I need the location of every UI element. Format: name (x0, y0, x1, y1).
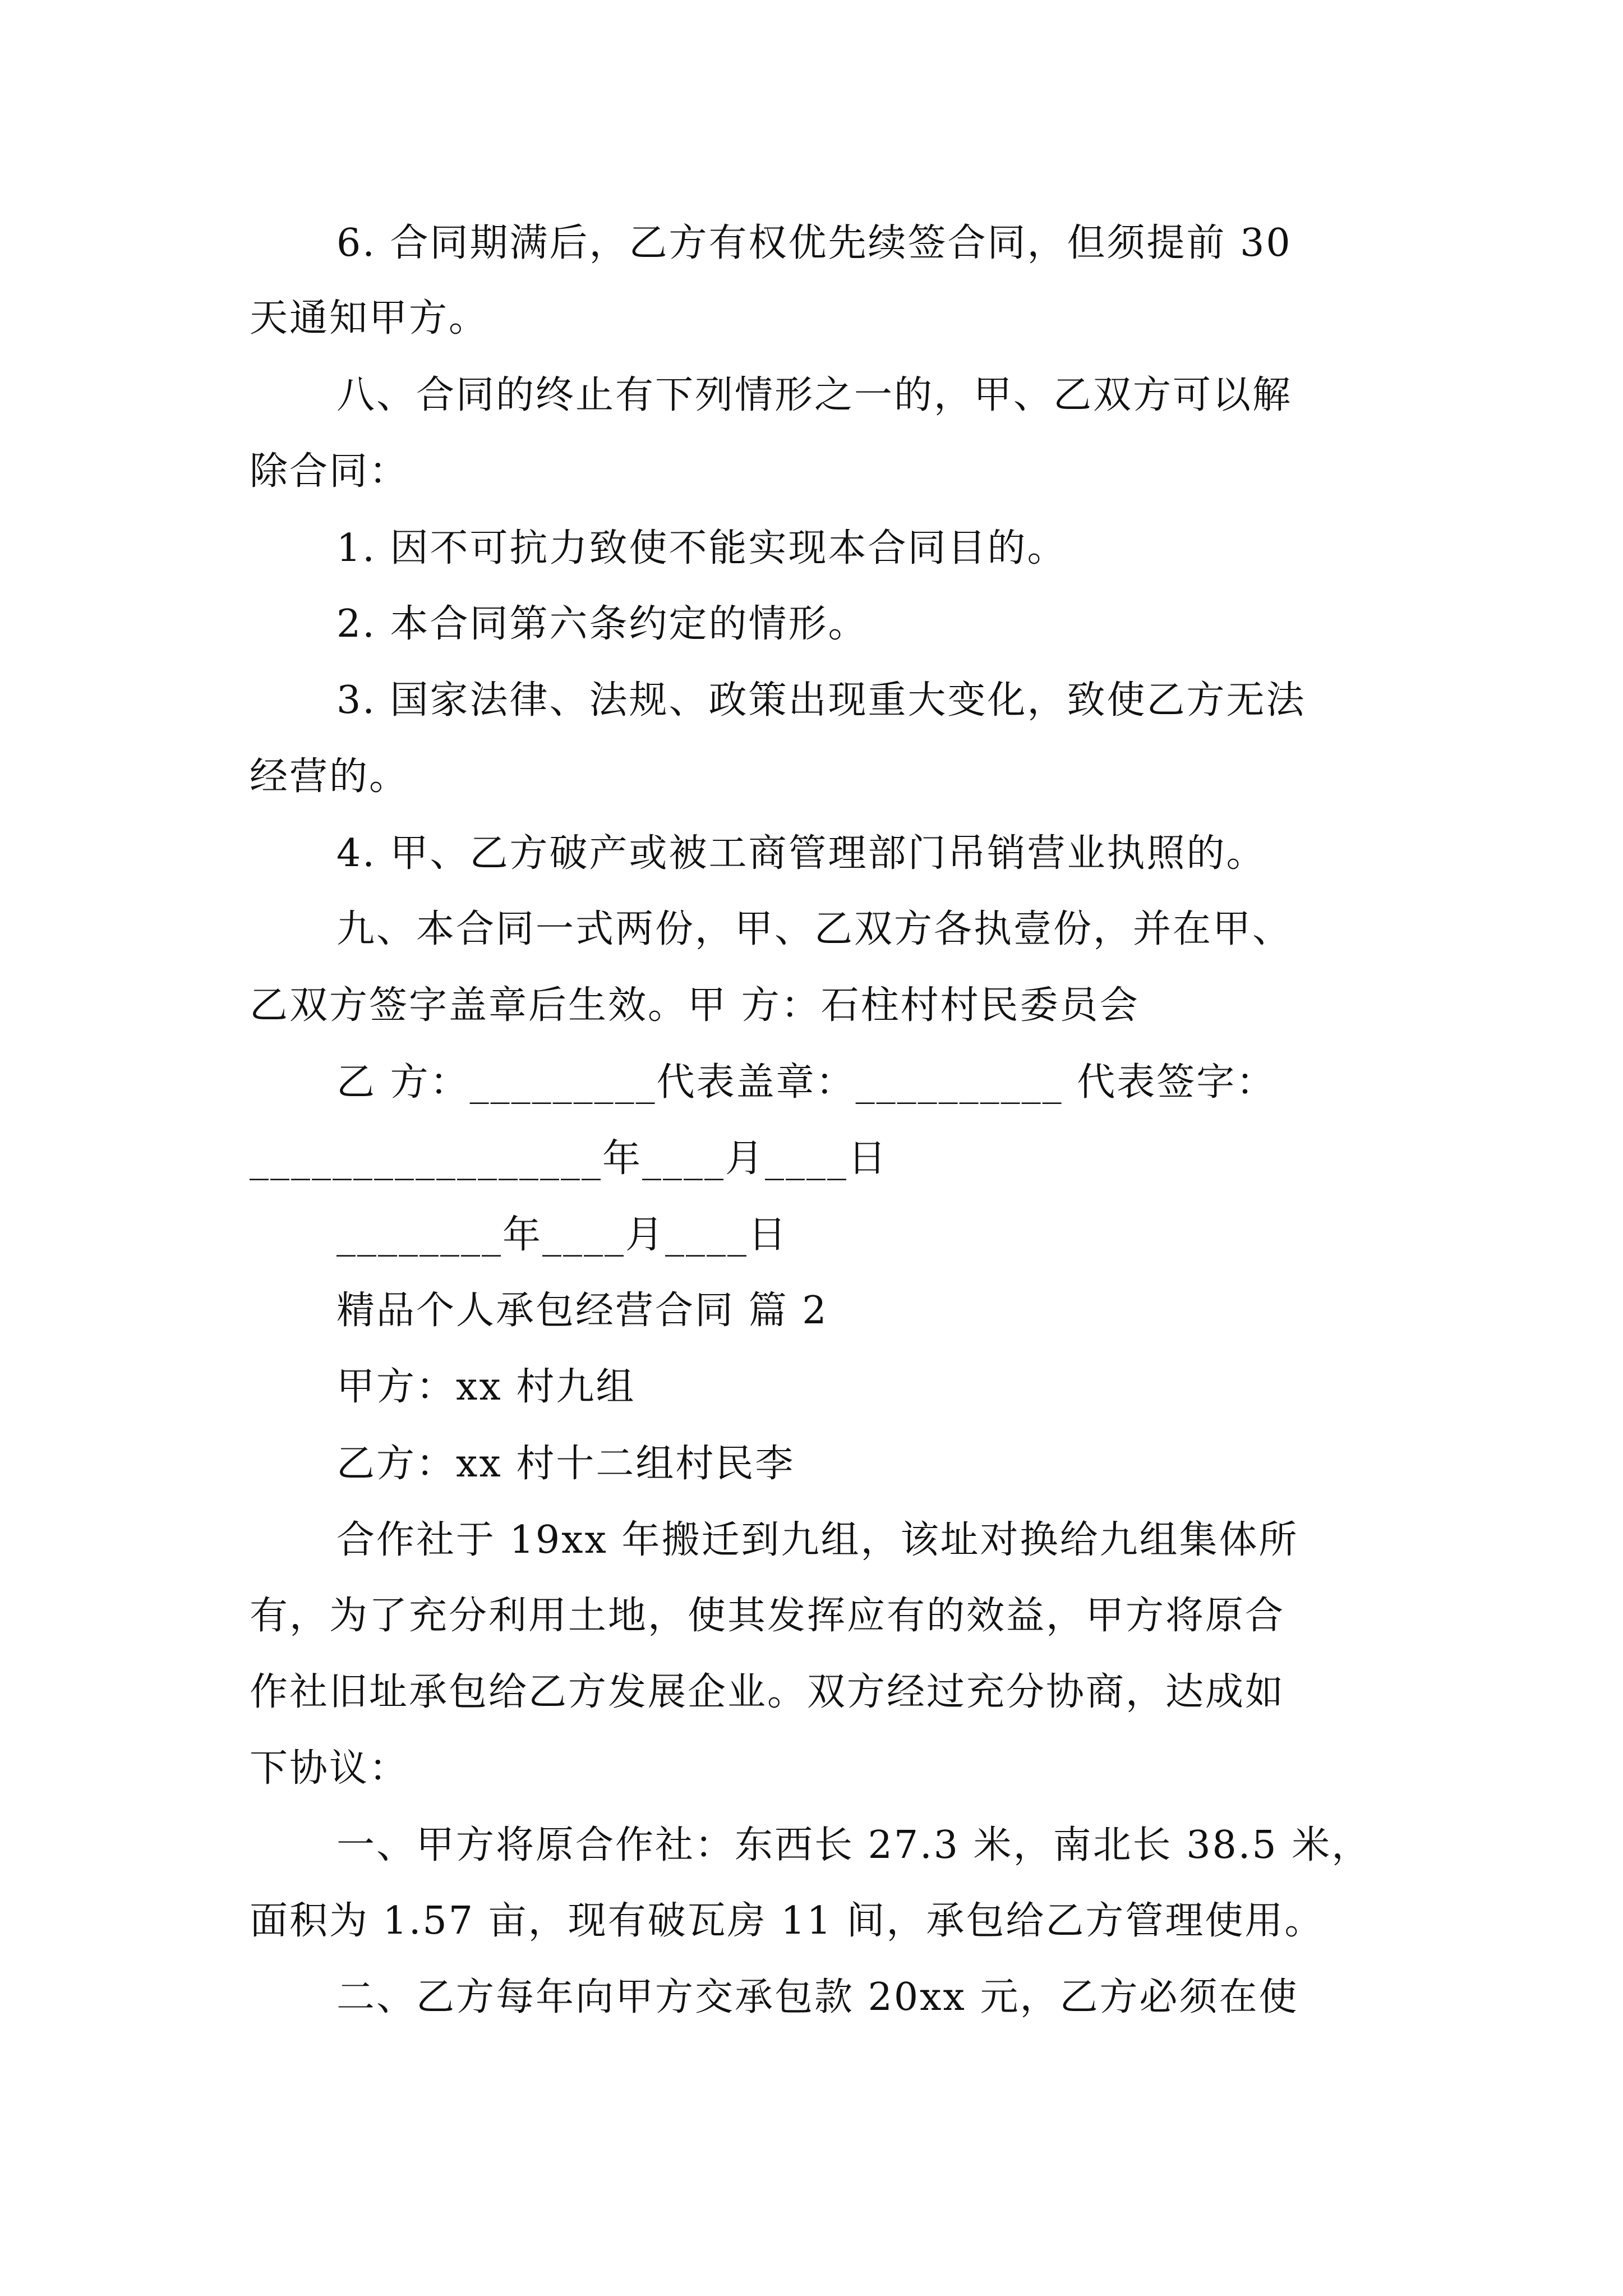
paragraph-line-14: 作社旧址承包给乙方发展企业。双方经过充分协商，达成如 (250, 1670, 1285, 1714)
paragraph-line-4: 除合同： (250, 449, 409, 494)
signature-line-1: 乙 方：_________代表盖章：__________ 代表签字： (336, 1060, 1276, 1105)
paragraph-line-6: 2. 本合同第六条约定的情形。 (336, 602, 868, 646)
paragraph-line-5: 1. 因不可抗力致使不能实现本合同目的。 (336, 526, 1067, 570)
date-line-1: _________________年____月____日 (250, 1137, 888, 1181)
paragraph-line-8: 经营的。 (250, 754, 409, 799)
paragraph-line-3: 八、合同的终止有下列情形之一的，甲、乙双方可以解 (336, 373, 1293, 417)
section-heading: 精品个人承包经营合同 篇 2 (336, 1289, 828, 1333)
date-line-2: ________年____月____日 (336, 1213, 789, 1257)
paragraph-line-16: 一、甲方将原合作社：东西长 27.3 米，南北长 38.5 米， (336, 1823, 1372, 1867)
paragraph-line-9: 4. 甲、乙方破产或被工商管理部门吊销营业执照的。 (336, 831, 1266, 876)
party-b-line: 乙方：xx 村十二组村民李 (336, 1442, 795, 1486)
paragraph-line-13: 有，为了充分利用土地，使其发挥应有的效益，甲方将原合 (250, 1594, 1285, 1638)
paragraph-line-17: 面积为 1.57 亩，现有破瓦房 11 间，承包给乙方管理使用。 (250, 1899, 1325, 1943)
paragraph-line-7: 3. 国家法律、法规、政策出现重大变化，致使乙方无法 (336, 678, 1306, 723)
paragraph-line-18: 二、乙方每年向甲方交承包款 20xx 元，乙方必须在使 (336, 1975, 1299, 2019)
party-a-line: 甲方：xx 村九组 (336, 1365, 636, 1409)
paragraph-line-11: 乙双方签字盖章后生效。甲 方：石柱村村民委员会 (250, 983, 1140, 1028)
paragraph-line-15: 下协议： (250, 1746, 409, 1791)
paragraph-line-1: 6. 合同期满后，乙方有权优先续签合同，但须提前 30 (336, 221, 1292, 265)
paragraph-line-2: 天通知甲方。 (250, 296, 489, 341)
paragraph-line-10: 九、本合同一式两份，甲、乙双方各执壹份，并在甲、 (336, 907, 1293, 951)
paragraph-line-12: 合作社于 19xx 年搬迁到九组，该址对换给九组集体所 (336, 1518, 1299, 1562)
